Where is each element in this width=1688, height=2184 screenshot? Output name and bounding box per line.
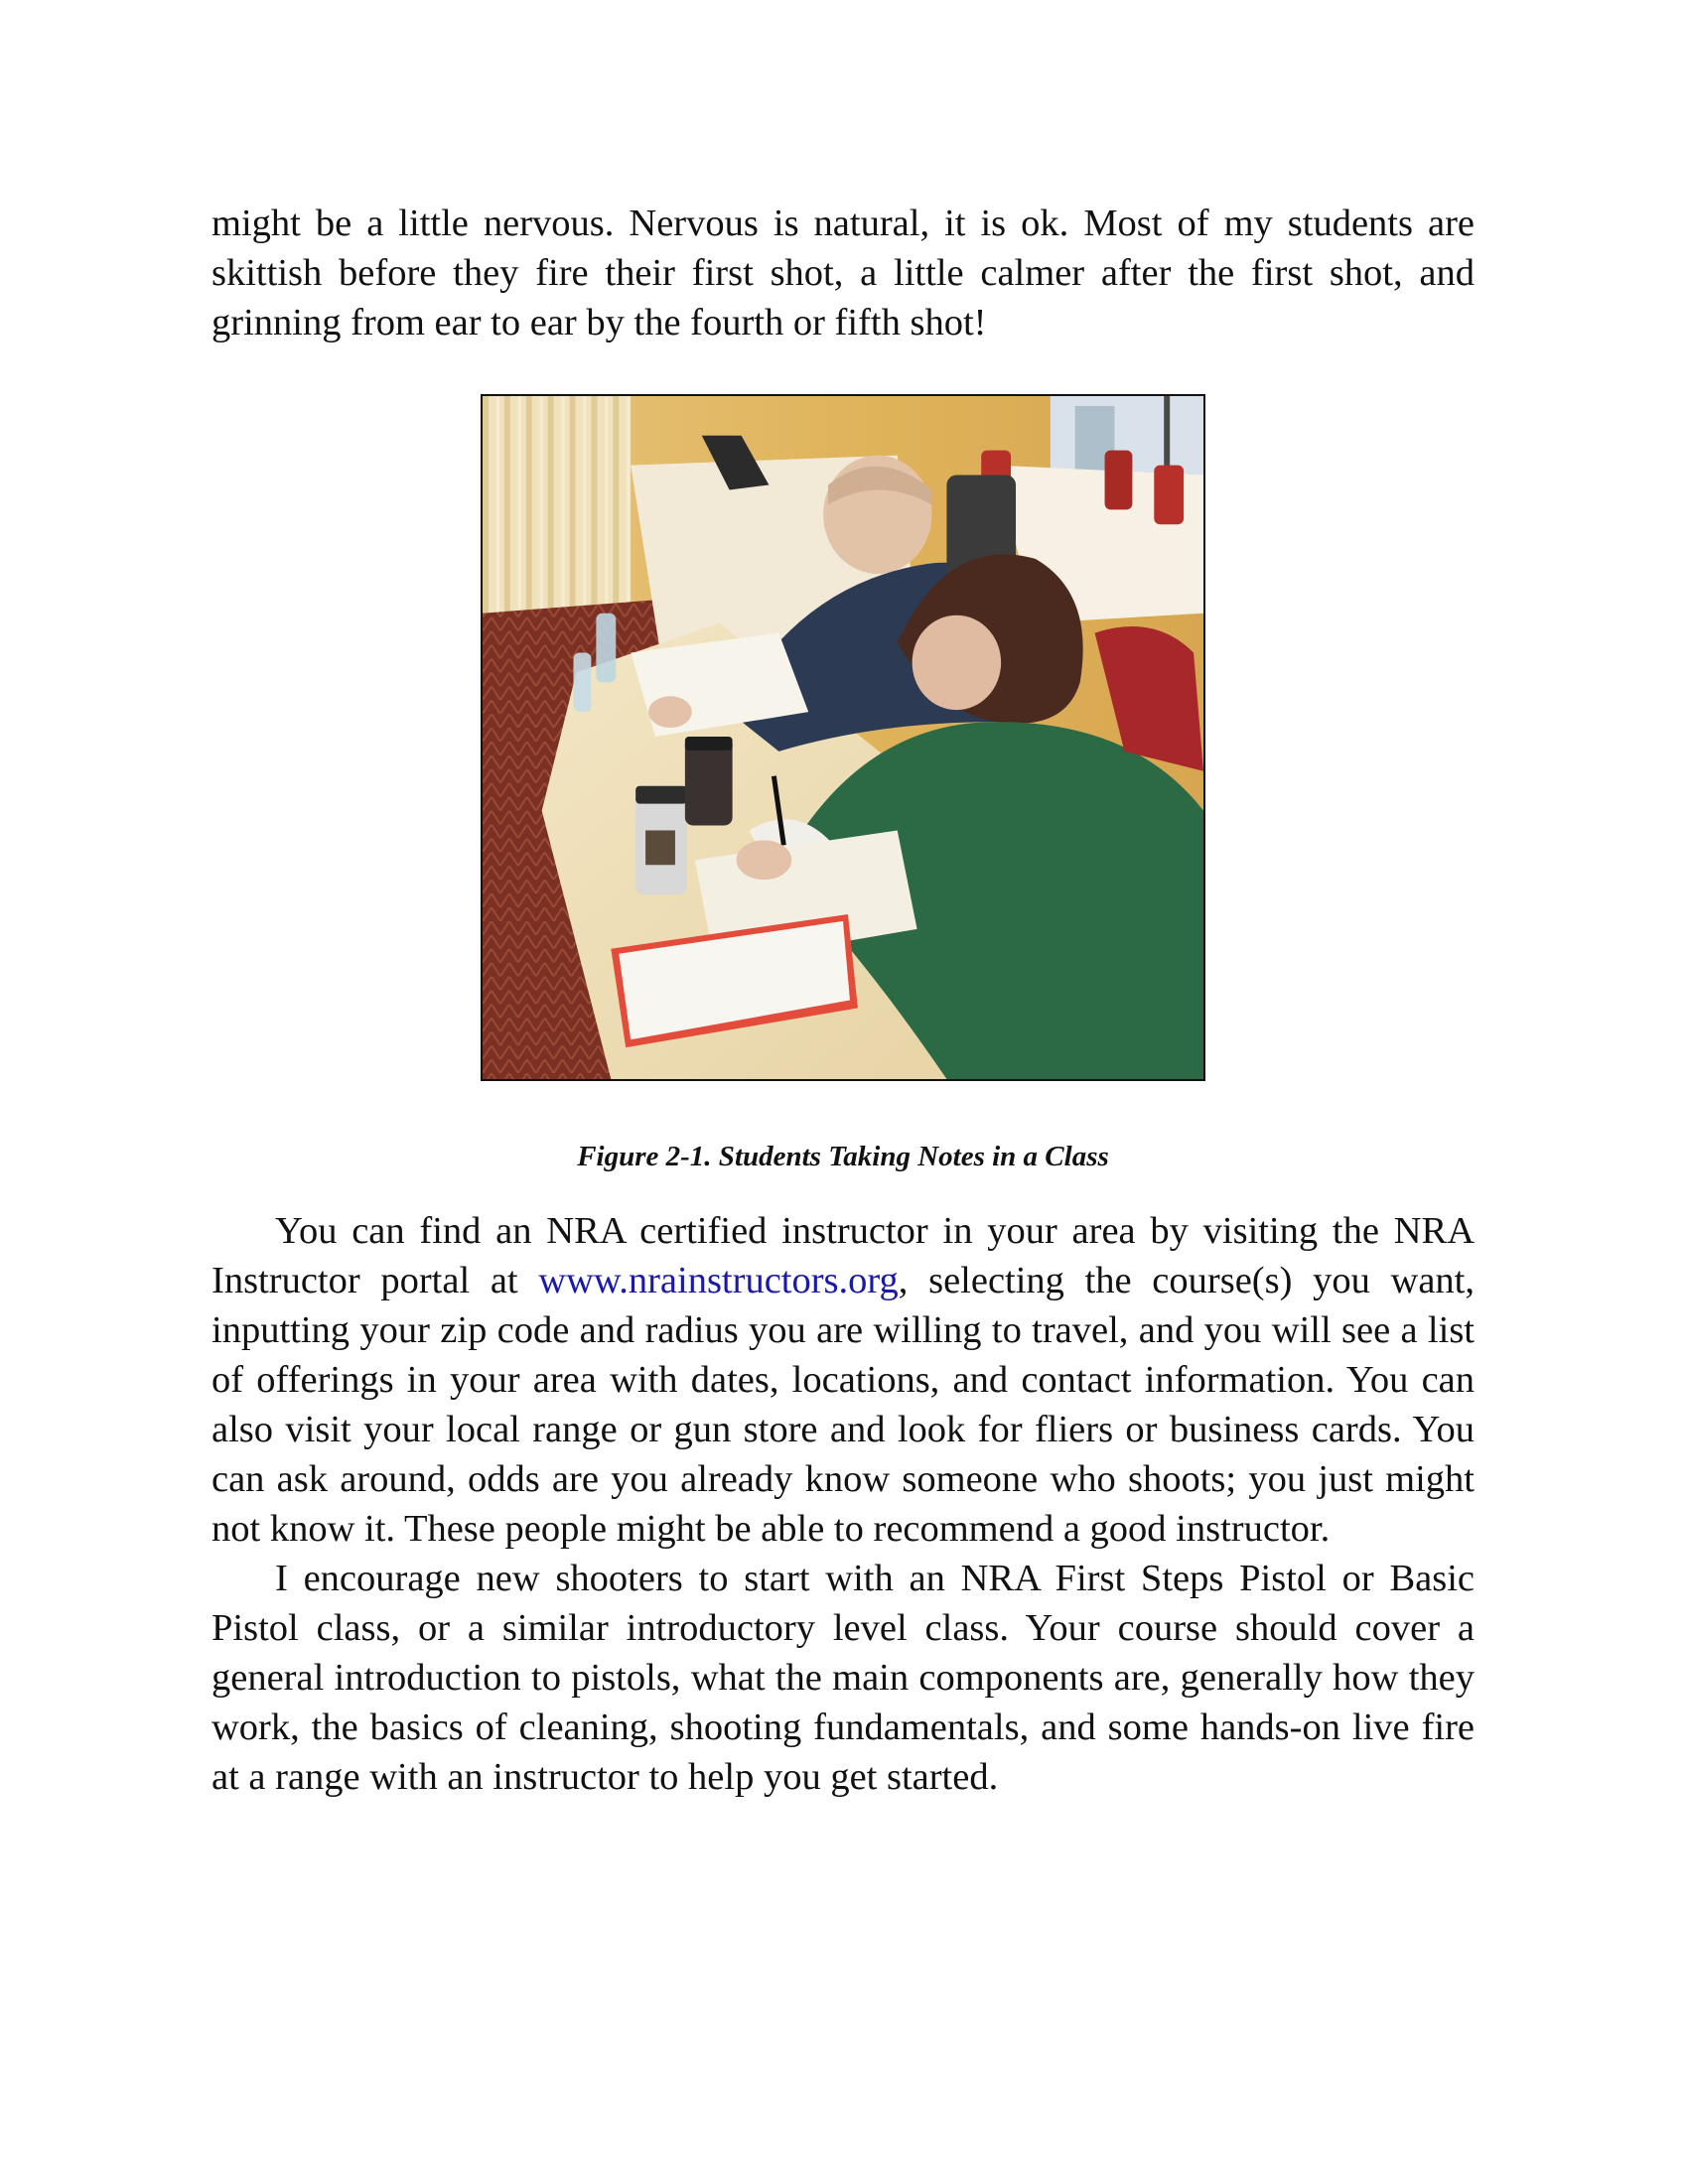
intro-paragraph: might be a little nervous. Nervous is natural, it is ok. Most of my students are skittish before they fire their first shot, a little calmer after the first shot, and grinning from ear to ear by the fourth or fifth shot!	[211, 203, 1475, 343]
paragraph-intro-class: I encourage new shooters to start with an NRA First Steps Pistol or Basic Pistol class, or a similar introductory level class. Your course should cover a general introduction to pistols, what the main components are, generally how they work, the basics of cleaning, shooting fundamentals, and some hands-on live fire at a range with an instructor to help you get started.	[211, 1558, 1475, 1798]
body-paragraphs	[211, 1206, 1475, 1802]
nra-instructors-link[interactable]: www.nrainstructors.org	[538, 1260, 899, 1301]
paragraph-2-text-before-link: You can find an NRA certified instructor in your area by visiting the NRA Instructor portal at	[211, 1210, 1475, 1301]
figure-photo-students	[481, 394, 1205, 1081]
figure-caption: Figure 2-1. Students Taking Notes in a Class	[577, 1141, 1109, 1172]
paragraph-find-instructor	[211, 1206, 1475, 1554]
classroom-photo-illustration	[483, 396, 1203, 1079]
paragraph-2-text-after-link: , selecting the course(s) you want, inputting your zip code and radius you are willing to travel, and you will see a list of offerings in your area with dates, locations, and contact information. You can also visit your local range or gun store and look for fliers or business cards. You can ask around, odds are you already know someone who shoots; you just might not know it. These people might be able to recommend a good instructor.	[211, 1260, 1475, 1550]
